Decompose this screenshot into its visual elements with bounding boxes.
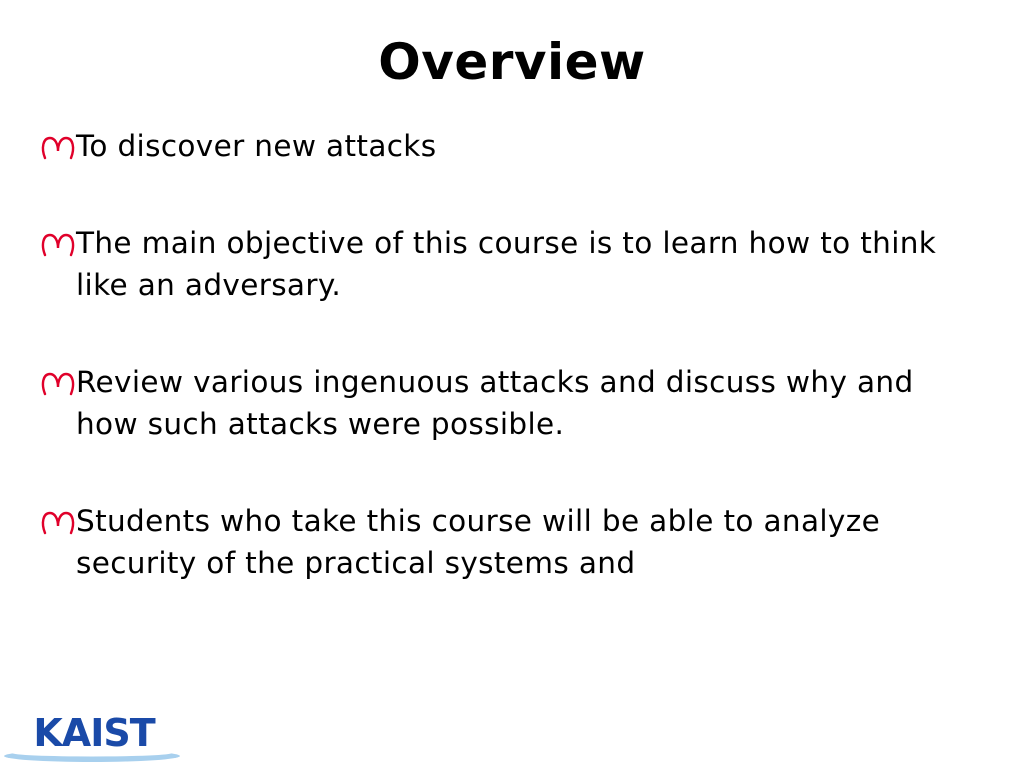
slide-title: Overview [378,33,646,91]
bullet-text: The main objective of this course is to learn how to think like an adversary. [76,226,937,302]
bullet-item [40,222,980,306]
bullet-item [40,500,980,584]
bullet-text: Review various ingenuous attacks and discuss why and how such attacks were possible. [76,365,914,441]
aries-symbol-icon [40,504,76,540]
aries-symbol-icon [40,365,76,401]
bullet-item [40,361,980,445]
bullet-text: To discover new attacks [76,129,437,163]
bullet-list [40,125,980,639]
kaist-logo [0,706,185,768]
bullet-text: Students who take this course will be able to analyze security of the practical systems and [76,504,881,580]
aries-symbol-icon [40,226,76,262]
bullet-item [40,125,980,167]
logo-wordmark: KAIST [33,711,155,755]
aries-symbol-icon [40,129,76,165]
